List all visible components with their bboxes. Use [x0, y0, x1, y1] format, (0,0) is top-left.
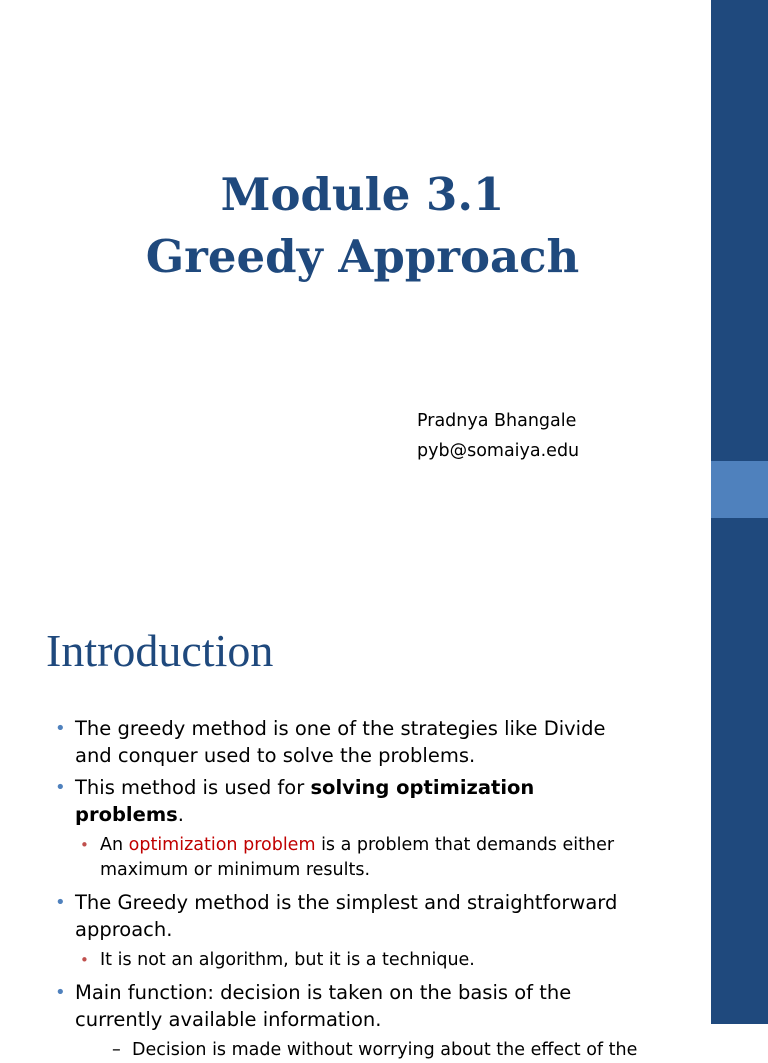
- bullet-text-suffix: .: [177, 803, 184, 826]
- bullet-dot-icon: •: [55, 777, 66, 798]
- bullet-text: Main function: decision is taken on the basis of the currently available information.: [75, 981, 572, 1031]
- bullet-text: The Greedy method is the simplest and straightforward approach.: [75, 891, 618, 941]
- bullet-text-prefix: This method is used for: [75, 776, 311, 799]
- sub-bullet-dot-icon: •: [80, 951, 89, 969]
- bullet-item: [0, 715, 635, 769]
- title-line-1: Module 3.1: [220, 168, 505, 221]
- sub-bullet-text-highlight: optimization problem: [128, 835, 316, 855]
- sub-sub-bullet-text: Decision is made without worrying about the effect of the: [132, 1040, 638, 1060]
- side-accent-block: [711, 461, 768, 518]
- sub-bullet-text-suffix: is a problem that demands either maximum or minimum results.: [100, 835, 615, 880]
- bullet-item: [0, 889, 635, 943]
- bullet-list: [0, 715, 700, 1063]
- sub-bullet-text: It is not an algorithm, but it is a technique.: [100, 950, 475, 970]
- section-heading: Introduction: [46, 625, 274, 676]
- bullet-dot-icon: •: [55, 892, 66, 913]
- sub-bullet-item: [0, 948, 640, 973]
- sub-bullet-text-prefix: An: [100, 835, 129, 855]
- bullet-item: [0, 774, 635, 828]
- sub-bullet-item: [0, 833, 640, 883]
- title-line-2: Greedy Approach: [145, 230, 580, 283]
- bullet-item: [0, 979, 635, 1033]
- author-info: [417, 406, 579, 466]
- author-email: pyb@somaiya.edu: [417, 441, 580, 461]
- bullet-dot-icon: •: [55, 718, 66, 739]
- sub-sub-bullet-item: [0, 1038, 652, 1063]
- slide-title: [0, 164, 725, 288]
- author-name: Pradnya Bhangale: [417, 411, 577, 431]
- bullet-text: The greedy method is one of the strategies like Divide and conquer used to solve the problems.: [75, 717, 606, 767]
- dash-icon: –: [112, 1040, 121, 1060]
- bullet-text-bold: solving optimization problems: [75, 776, 535, 826]
- sub-bullet-dot-icon: •: [80, 836, 89, 854]
- bullet-dot-icon: •: [55, 982, 66, 1003]
